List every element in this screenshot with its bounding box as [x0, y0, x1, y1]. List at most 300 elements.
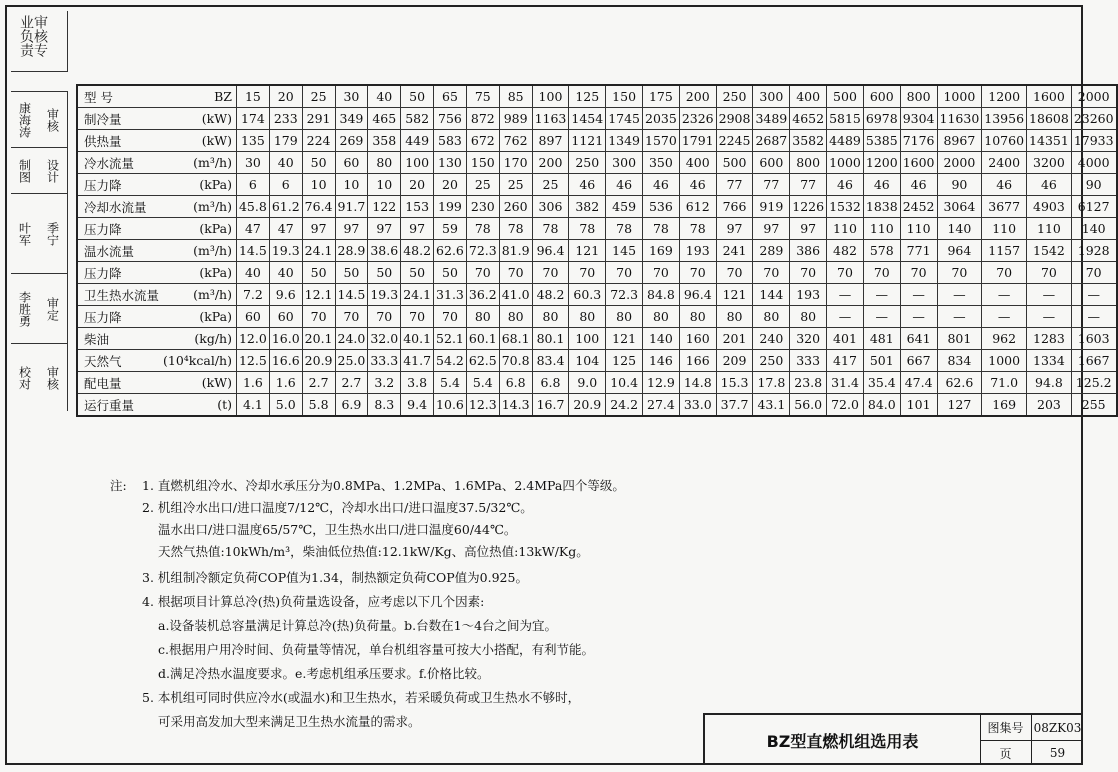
value-cell: 50: [335, 262, 368, 284]
atlas-label: 图集号: [980, 715, 1032, 741]
value-cell: 60.1: [466, 328, 499, 350]
model-cell: 1200: [982, 85, 1027, 108]
row-unit: (kPa): [161, 218, 236, 240]
model-cell: 500: [827, 85, 864, 108]
value-cell: 1121: [569, 130, 606, 152]
value-cell: 250: [569, 152, 606, 174]
value-cell: 600: [753, 152, 790, 174]
table-row: [77, 394, 1117, 417]
value-cell: 146: [643, 350, 680, 372]
row-unit: (kW): [161, 130, 236, 152]
value-cell: 20: [434, 174, 467, 196]
value-cell: 97: [368, 218, 401, 240]
value-cell: 70: [982, 262, 1027, 284]
model-cell: 250: [716, 85, 753, 108]
value-cell: 482: [827, 240, 864, 262]
value-cell: 110: [1027, 218, 1072, 240]
value-cell: 140: [643, 328, 680, 350]
value-cell: 80: [499, 306, 532, 328]
value-cell: 80: [790, 306, 827, 328]
value-cell: 260: [499, 196, 532, 218]
notes-head: 注:: [110, 478, 127, 493]
value-cell: 97: [790, 218, 827, 240]
value-cell: 6.8: [532, 372, 569, 394]
value-cell: 20.9: [569, 394, 606, 417]
value-cell: 10: [335, 174, 368, 196]
value-cell: 612: [679, 196, 716, 218]
value-cell: 174: [236, 108, 269, 130]
value-cell: 209: [716, 350, 753, 372]
value-cell: 23260: [1071, 108, 1116, 130]
value-cell: 350: [643, 152, 680, 174]
value-cell: 269: [335, 130, 368, 152]
value-cell: 1.6: [236, 372, 269, 394]
value-cell: 96.4: [532, 240, 569, 262]
sign-cell-8: 审定: [39, 273, 67, 343]
value-cell: 2035: [643, 108, 680, 130]
row-unit: (kW): [161, 108, 236, 130]
value-cell: 10.4: [606, 372, 643, 394]
note-line: d.满足冷热水温度要求。e.考虑机组承压要求。f.价格比较。: [158, 666, 490, 681]
value-cell: 33.0: [679, 394, 716, 417]
model-cell: 2000: [1071, 85, 1116, 108]
value-cell: 5.4: [434, 372, 467, 394]
sign-column: [11, 91, 68, 411]
value-cell: 153: [401, 196, 434, 218]
value-cell: 12.1: [302, 284, 335, 306]
value-cell: —: [863, 284, 900, 306]
value-cell: 70: [368, 306, 401, 328]
value-cell: 641: [900, 328, 937, 350]
value-cell: —: [1027, 306, 1072, 328]
value-cell: 100: [401, 152, 434, 174]
value-cell: 291: [302, 108, 335, 130]
value-cell: 76.4: [302, 196, 335, 218]
value-cell: 46: [606, 174, 643, 196]
value-cell: 5.0: [269, 394, 302, 417]
value-cell: 46: [569, 174, 606, 196]
sign-cell-10: 审核: [39, 343, 67, 411]
value-cell: 47: [269, 218, 302, 240]
value-cell: 459: [606, 196, 643, 218]
table-row: [77, 350, 1117, 372]
model-cell: 100: [532, 85, 569, 108]
value-cell: 465: [368, 108, 401, 130]
table-row: [77, 306, 1117, 328]
table-row: [77, 328, 1117, 350]
value-cell: 672: [466, 130, 499, 152]
value-cell: 121: [716, 284, 753, 306]
value-cell: 3.2: [368, 372, 401, 394]
sign-cell-1: 康海涛: [11, 91, 39, 147]
value-cell: 41.7: [401, 350, 434, 372]
value-cell: 97: [335, 218, 368, 240]
row-name: 配电量: [77, 372, 161, 394]
value-cell: 70: [863, 262, 900, 284]
value-cell: 80: [753, 306, 790, 328]
value-cell: 19.3: [368, 284, 401, 306]
row-unit: (10⁴kcal/h): [161, 350, 236, 372]
value-cell: —: [982, 284, 1027, 306]
value-cell: 60: [269, 306, 302, 328]
value-cell: 24.2: [606, 394, 643, 417]
value-cell: 24.1: [401, 284, 434, 306]
value-cell: 224: [302, 130, 335, 152]
value-cell: 125: [606, 350, 643, 372]
value-cell: 166: [679, 350, 716, 372]
value-cell: 241: [716, 240, 753, 262]
value-cell: 40: [236, 262, 269, 284]
value-cell: 834: [937, 350, 982, 372]
value-cell: 1532: [827, 196, 864, 218]
value-cell: 962: [982, 328, 1027, 350]
value-cell: 90: [937, 174, 982, 196]
value-cell: 240: [753, 328, 790, 350]
value-cell: 6.8: [499, 372, 532, 394]
value-cell: 70: [716, 262, 753, 284]
value-cell: 306: [532, 196, 569, 218]
value-cell: 11630: [937, 108, 982, 130]
value-cell: 1349: [606, 130, 643, 152]
value-cell: 17.8: [753, 372, 790, 394]
atlas-number: 08ZK03: [1032, 715, 1083, 741]
value-cell: 24.1: [302, 240, 335, 262]
model-cell: 175: [643, 85, 680, 108]
value-cell: 1226: [790, 196, 827, 218]
value-cell: —: [982, 306, 1027, 328]
value-cell: 78: [606, 218, 643, 240]
value-cell: —: [863, 306, 900, 328]
value-cell: 1928: [1071, 240, 1116, 262]
model-cell: 15: [236, 85, 269, 108]
value-cell: 400: [679, 152, 716, 174]
value-cell: —: [900, 284, 937, 306]
value-cell: 4489: [827, 130, 864, 152]
note-line: 3. 机组制冷额定负荷COP值为1.34，制热额定负荷COP值为0.925。: [142, 570, 528, 585]
value-cell: 2687: [753, 130, 790, 152]
value-cell: 80: [606, 306, 643, 328]
value-cell: 14.5: [335, 284, 368, 306]
value-cell: 70: [827, 262, 864, 284]
value-cell: 801: [937, 328, 982, 350]
value-cell: 1542: [1027, 240, 1072, 262]
row-unit: (m³/h): [161, 240, 236, 262]
value-cell: 110: [982, 218, 1027, 240]
model-cell: 40: [368, 85, 401, 108]
value-cell: 31.3: [434, 284, 467, 306]
value-cell: 4.1: [236, 394, 269, 417]
value-cell: —: [937, 306, 982, 328]
sign-cell-7: 李胜勇: [11, 273, 39, 343]
row-name: 压力降: [77, 262, 161, 284]
value-cell: 582: [401, 108, 434, 130]
row-unit: (kg/h): [161, 328, 236, 350]
model-cell: 85: [499, 85, 532, 108]
value-cell: —: [900, 306, 937, 328]
value-cell: 2326: [679, 108, 716, 130]
row-name: 柴油: [77, 328, 161, 350]
value-cell: 20.1: [302, 328, 335, 350]
value-cell: 70: [401, 306, 434, 328]
value-cell: 1667: [1071, 350, 1116, 372]
value-cell: 61.2: [269, 196, 302, 218]
value-cell: 771: [900, 240, 937, 262]
value-cell: 289: [753, 240, 790, 262]
value-cell: 1570: [643, 130, 680, 152]
model-cell: 50: [401, 85, 434, 108]
value-cell: 70: [302, 306, 335, 328]
value-cell: 80: [679, 306, 716, 328]
value-cell: 481: [863, 328, 900, 350]
value-cell: 20.9: [302, 350, 335, 372]
value-cell: 72.3: [606, 284, 643, 306]
value-cell: 401: [827, 328, 864, 350]
value-cell: 110: [827, 218, 864, 240]
row-name: 压力降: [77, 218, 161, 240]
value-cell: 2000: [937, 152, 982, 174]
header-name: 型 号: [77, 85, 161, 108]
value-cell: 1600: [900, 152, 937, 174]
value-cell: 46: [1027, 174, 1072, 196]
value-cell: 203: [1027, 394, 1072, 417]
value-cell: 145: [606, 240, 643, 262]
drawing-title: BZ型直燃机组选用表: [705, 715, 981, 765]
value-cell: 52.1: [434, 328, 467, 350]
value-cell: 16.7: [532, 394, 569, 417]
model-cell: 200: [679, 85, 716, 108]
value-cell: 6978: [863, 108, 900, 130]
sign-cell-2: 审核: [39, 91, 67, 147]
value-cell: 500: [716, 152, 753, 174]
value-cell: 417: [827, 350, 864, 372]
value-cell: 31.4: [827, 372, 864, 394]
model-cell: 800: [900, 85, 937, 108]
value-cell: 97: [401, 218, 434, 240]
value-cell: 46: [679, 174, 716, 196]
value-cell: 104: [569, 350, 606, 372]
value-cell: 70: [679, 262, 716, 284]
value-cell: 7176: [900, 130, 937, 152]
value-cell: 91.7: [335, 196, 368, 218]
value-cell: 358: [368, 130, 401, 152]
value-cell: 2.7: [302, 372, 335, 394]
table-row: [77, 152, 1117, 174]
value-cell: 70: [790, 262, 827, 284]
value-cell: 94.8: [1027, 372, 1072, 394]
value-cell: 62.5: [466, 350, 499, 372]
page-label: 页: [980, 741, 1032, 765]
note-line: a.设备装机总容量满足计算总冷(热)负荷量。b.台数在1～4台之间为宜。: [158, 618, 558, 633]
value-cell: 50: [368, 262, 401, 284]
value-cell: 193: [790, 284, 827, 306]
value-cell: 25: [499, 174, 532, 196]
row-unit: (kW): [161, 372, 236, 394]
value-cell: 964: [937, 240, 982, 262]
row-name: 天然气: [77, 350, 161, 372]
value-cell: 50: [434, 262, 467, 284]
model-cell: 30: [335, 85, 368, 108]
row-name: 温水流量: [77, 240, 161, 262]
value-cell: 19.3: [269, 240, 302, 262]
model-cell: 65: [434, 85, 467, 108]
note-line: 4. 根据项目计算总冷(热)负荷量选设备，应考虑以下几个因素:: [142, 594, 485, 609]
value-cell: 4000: [1071, 152, 1116, 174]
model-cell: 1600: [1027, 85, 1072, 108]
value-cell: 449: [401, 130, 434, 152]
value-cell: 230: [466, 196, 499, 218]
header-unit: BZ: [161, 85, 236, 108]
value-cell: 7.2: [236, 284, 269, 306]
value-cell: 150: [466, 152, 499, 174]
value-cell: 40: [269, 152, 302, 174]
value-cell: 97: [753, 218, 790, 240]
value-cell: 70: [606, 262, 643, 284]
table-row: [77, 372, 1117, 394]
value-cell: 70: [1027, 262, 1072, 284]
row-unit: (kPa): [161, 306, 236, 328]
value-cell: 3489: [753, 108, 790, 130]
value-cell: 766: [716, 196, 753, 218]
value-cell: 16.6: [269, 350, 302, 372]
value-cell: 3.8: [401, 372, 434, 394]
table-row: [77, 130, 1117, 152]
value-cell: —: [827, 306, 864, 328]
value-cell: 48.2: [401, 240, 434, 262]
value-cell: 78: [466, 218, 499, 240]
value-cell: 320: [790, 328, 827, 350]
value-cell: 45.8: [236, 196, 269, 218]
value-cell: 96.4: [679, 284, 716, 306]
value-cell: 83.4: [532, 350, 569, 372]
page-number: 59: [1049, 746, 1066, 760]
value-cell: 989: [499, 108, 532, 130]
value-cell: 536: [643, 196, 680, 218]
value-cell: 43.1: [753, 394, 790, 417]
value-cell: 199: [434, 196, 467, 218]
value-cell: 47.4: [900, 372, 937, 394]
value-cell: 756: [434, 108, 467, 130]
value-cell: 68.1: [499, 328, 532, 350]
value-cell: 80.1: [532, 328, 569, 350]
row-unit: (t): [161, 394, 236, 417]
value-cell: 12.3: [466, 394, 499, 417]
value-cell: 12.9: [643, 372, 680, 394]
note-line: c.根据用户用冷时间、负荷量等情况，单台机组容量可按大小搭配，有利节能。: [158, 642, 594, 657]
value-cell: 38.6: [368, 240, 401, 262]
value-cell: 50: [401, 262, 434, 284]
value-cell: 201: [716, 328, 753, 350]
value-cell: —: [827, 284, 864, 306]
model-cell: 600: [863, 85, 900, 108]
value-cell: 9304: [900, 108, 937, 130]
row-unit: (m³/h): [161, 152, 236, 174]
value-cell: 667: [900, 350, 937, 372]
value-cell: 9.4: [401, 394, 434, 417]
value-cell: 919: [753, 196, 790, 218]
value-cell: 80: [643, 306, 680, 328]
value-cell: 46: [643, 174, 680, 196]
value-cell: 382: [569, 196, 606, 218]
value-cell: 1163: [532, 108, 569, 130]
value-cell: 10: [302, 174, 335, 196]
value-cell: 127: [937, 394, 982, 417]
value-cell: 1838: [863, 196, 900, 218]
row-name: 卫生热水流量: [77, 284, 161, 306]
model-cell: 75: [466, 85, 499, 108]
value-cell: 1000: [982, 350, 1027, 372]
value-cell: 78: [532, 218, 569, 240]
value-cell: 4652: [790, 108, 827, 130]
value-cell: 14351: [1027, 130, 1072, 152]
table-row: [77, 240, 1117, 262]
value-cell: 110: [900, 218, 937, 240]
sign-cell-3: 制图: [11, 147, 39, 193]
value-cell: 80: [532, 306, 569, 328]
value-cell: 2908: [716, 108, 753, 130]
value-cell: 40: [269, 262, 302, 284]
value-cell: 6: [236, 174, 269, 196]
value-cell: 1157: [982, 240, 1027, 262]
value-cell: 60: [335, 152, 368, 174]
value-cell: 140: [937, 218, 982, 240]
value-cell: 2.7: [335, 372, 368, 394]
value-cell: 100: [569, 328, 606, 350]
value-cell: 121: [606, 328, 643, 350]
row-name: 压力降: [77, 306, 161, 328]
value-cell: 78: [499, 218, 532, 240]
value-cell: 90: [1071, 174, 1116, 196]
value-cell: 70: [466, 262, 499, 284]
value-cell: 80: [569, 306, 606, 328]
value-cell: 1.6: [269, 372, 302, 394]
value-cell: 72.3: [466, 240, 499, 262]
top-stamp: 审核专业负责: [18, 15, 48, 57]
value-cell: 17933: [1071, 130, 1116, 152]
value-cell: —: [1071, 284, 1116, 306]
value-cell: —: [937, 284, 982, 306]
value-cell: 71.0: [982, 372, 1027, 394]
value-cell: 6: [269, 174, 302, 196]
row-name: 冷水流量: [77, 152, 161, 174]
value-cell: 349: [335, 108, 368, 130]
value-cell: 37.7: [716, 394, 753, 417]
value-cell: 40.1: [401, 328, 434, 350]
value-cell: 140: [1071, 218, 1116, 240]
value-cell: 70.8: [499, 350, 532, 372]
table-row: [77, 196, 1117, 218]
row-name: 制冷量: [77, 108, 161, 130]
sign-cell-9: 校对: [11, 343, 39, 411]
value-cell: 23.8: [790, 372, 827, 394]
value-cell: 1334: [1027, 350, 1072, 372]
value-cell: 170: [499, 152, 532, 174]
value-cell: 12.5: [236, 350, 269, 372]
value-cell: 5.8: [302, 394, 335, 417]
value-cell: 59: [434, 218, 467, 240]
value-cell: 78: [569, 218, 606, 240]
value-cell: 121: [569, 240, 606, 262]
value-cell: 110: [863, 218, 900, 240]
value-cell: 1603: [1071, 328, 1116, 350]
value-cell: 583: [434, 130, 467, 152]
value-cell: 10: [368, 174, 401, 196]
value-cell: 130: [434, 152, 467, 174]
value-cell: 762: [499, 130, 532, 152]
value-cell: 70: [532, 262, 569, 284]
value-cell: 5385: [863, 130, 900, 152]
value-cell: 386: [790, 240, 827, 262]
value-cell: 144: [753, 284, 790, 306]
